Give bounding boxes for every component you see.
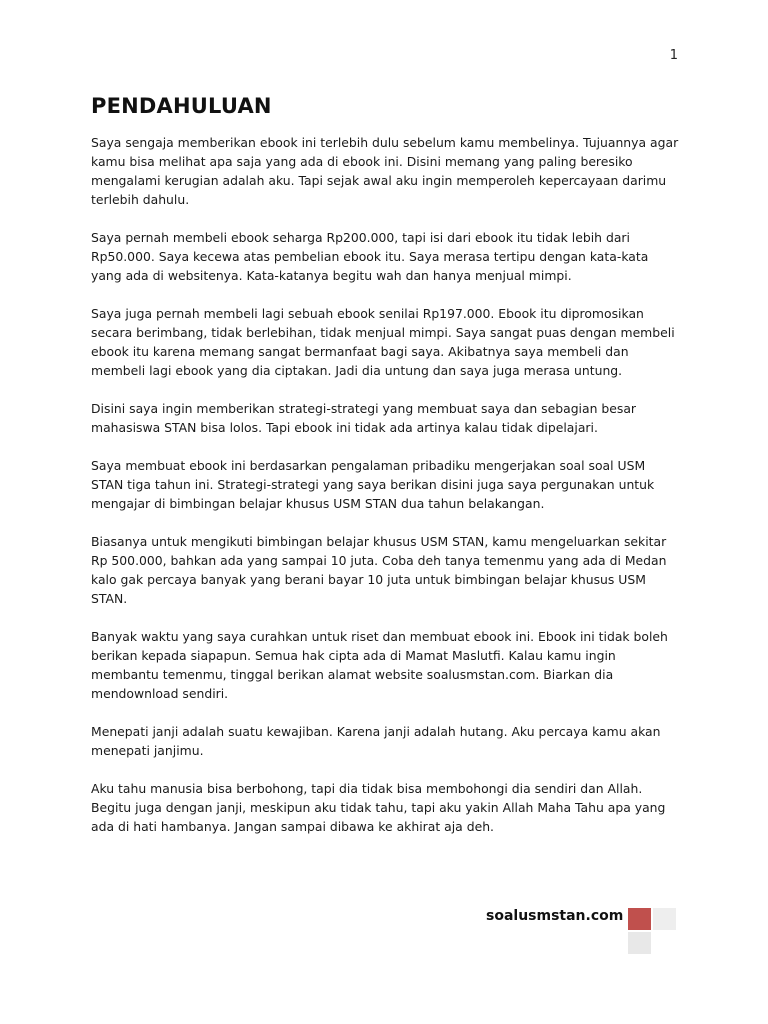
footer-website: soalusmstan.com — [486, 908, 624, 924]
logo-square-white — [653, 932, 676, 954]
paragraph: Saya membuat ebook ini berdasarkan pengalaman pribadiku mengerjakan soal soal USM STAN tiga tahun ini. Strategi-strategi yang saya berikan disini juga saya pergunakan untuk mengajar di bimbingan belajar khusus USM STAN dua tahun belakangan. — [91, 458, 655, 511]
paragraph: Saya sengaja memberikan ebook ini terlebih dulu sebelum kamu membelinya. Tujuannya agar kamu bisa melihat apa saja yang ada di ebook ini. Disini memang yang paling beresiko mengalami kerugian adalah aku. Tapi sejak awal aku ingin memperoleh kepercayaan darimu terlebih dahulu. — [91, 135, 679, 207]
logo-square-red — [628, 908, 651, 930]
paragraph: Saya pernah membeli ebook seharga Rp200.000, tapi isi dari ebook itu tidak lebih dari Rp50.000. Saya kecewa atas pembelian ebook itu. Saya merasa tertipu dengan kata-kata yang ada di websitenya. Kata-katanya begitu wah dan hanya menjual mimpi. — [91, 230, 649, 283]
logo-square-grey — [628, 932, 651, 954]
document-body — [91, 94, 681, 855]
paragraph: Biasanya untuk mengikuti bimbingan belajar khusus USM STAN, kamu mengeluarkan sekitar Rp 500.000, bahkan ada yang sampai 10 juta. Coba deh tanya temenmu yang ada di Medan kalo gak percaya banyak yang berani bayar 10 juta untuk bimbingan belajar khusus USM STAN. — [91, 534, 667, 606]
paragraph: Saya juga pernah membeli lagi sebuah ebook senilai Rp197.000. Ebook itu dipromosikan secara berimbang, tidak berlebihan, tidak menjual mimpi. Saya sangat puas dengan membeli ebook itu karena memang sangat bermanfaat bagi saya. Akibatnya saya membeli dan membeli lagi ebook yang dia ciptakan. Jadi dia untung dan saya juga merasa untung. — [91, 306, 675, 378]
logo-grid-icon — [628, 908, 678, 956]
paragraph: Menepati janji adalah suatu kewajiban. Karena janji adalah hutang. Aku percaya kamu akan menepati janjimu. — [91, 724, 661, 758]
document-title: PENDAHULUAN — [91, 94, 272, 118]
paragraph: Banyak waktu yang saya curahkan untuk riset dan membuat ebook ini. Ebook ini tidak boleh berikan kepada siapapun. Semua hak cipta ada di Mamat Maslutfi. Kalau kamu ingin membantu temenmu, tinggal berikan alamat website soalusmstan.com. Biarkan dia mendownload sendiri. — [91, 629, 668, 701]
logo-square-grey — [653, 908, 676, 930]
paragraph: Aku tahu manusia bisa berbohong, tapi dia tidak bisa membohongi dia sendiri dan Allah. Begitu juga dengan janji, meskipun aku tidak tahu, tapi aku yakin Allah Maha Tahu apa yang ada di hati hambanya. Jangan sampai dibawa ke akhirat aja deh. — [91, 781, 666, 834]
paragraph: Disini saya ingin memberikan strategi-strategi yang membuat saya dan sebagian besar mahasiswa STAN bisa lolos. Tapi ebook ini tidak ada artinya kalau tidak dipelajari. — [91, 401, 637, 435]
page-number: 1 — [669, 48, 678, 63]
